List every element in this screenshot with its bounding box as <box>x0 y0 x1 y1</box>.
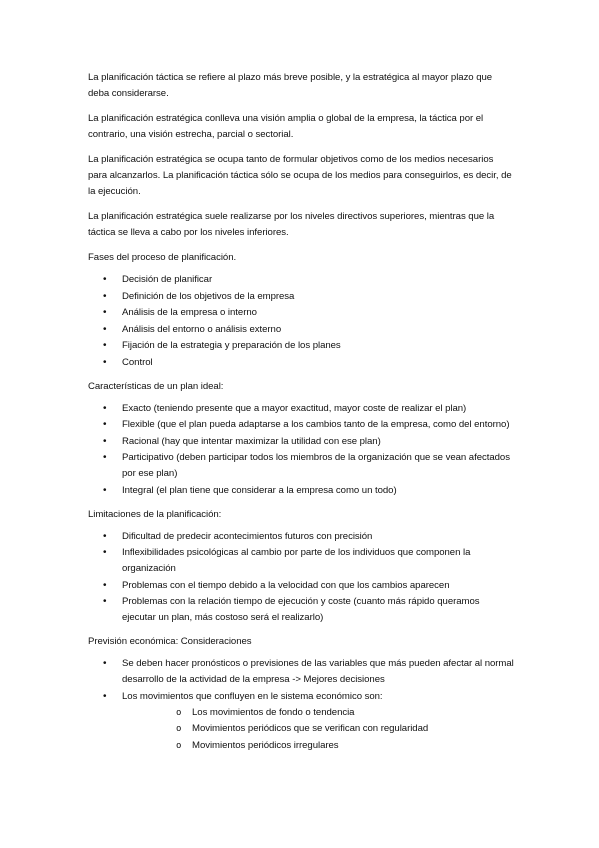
heading-caracteristicas: Características de un plan ideal: <box>88 380 224 392</box>
bullet-icon: • <box>103 547 107 558</box>
list-item: • Problemas con el tiempo debido a la velocidad con que los cambios aparecen <box>88 578 514 594</box>
sublist-item: o Movimientos periódicos irregulares <box>122 738 514 754</box>
list-item: • Inflexibilidades psicológicas al cambio por parte de los individuos que componen la organización <box>103 547 471 574</box>
bullet-icon: • <box>103 340 107 351</box>
bullet-icon: • <box>103 579 107 591</box>
list-item: • Análisis del entorno o análisis externo <box>88 322 514 338</box>
list-item: • Definición de los objetivos de la empresa <box>88 289 514 305</box>
list-item: • Participativo (deben participar todos los miembros de la organización que se vean afectados por ese plan) <box>103 452 510 479</box>
bullet-icon: • <box>103 658 107 669</box>
list-item: • Dificultad de predecir acontecimientos futuros con precisión <box>88 529 514 545</box>
list-item: • Análisis de la empresa o interno <box>88 305 514 321</box>
list-caracteristicas <box>88 401 514 499</box>
circle-bullet-icon: o <box>176 740 182 751</box>
sublist-movimientos <box>122 705 514 754</box>
sublist-item: o Movimientos periódicos que se verifican con regularidad <box>122 721 514 737</box>
paragraph-tactica-plazo: La planificación táctica se refiere al plazo más breve posible, y la estratégica al mayor plazo que deba considerarse. <box>88 72 493 99</box>
bullet-icon: • <box>103 290 107 302</box>
list-item: • Fijación de la estrategia y preparación de los planes <box>88 338 514 354</box>
list-fases <box>88 272 514 371</box>
bullet-icon: • <box>103 530 107 542</box>
bullet-icon: • <box>103 484 107 496</box>
list-item: • Exacto (teniendo presente que a mayor exactitud, mayor coste de realizar el plan) <box>88 401 514 417</box>
bullet-icon: • <box>103 402 107 414</box>
list-item: • Control <box>88 355 514 371</box>
list-item: • Se deben hacer pronósticos o previsiones de las variables que más pueden afectar al normal desarrollo de la actividad de la empresa -> Mejores decisiones <box>103 658 514 685</box>
list-item: • Racional (hay que intentar maximizar la utilidad con ese plan) <box>88 434 514 450</box>
document-page <box>88 70 514 762</box>
paragraph-vision: La planificación estratégica conlleva una visión amplia o global de la empresa, la táctica por el contrario, una visión estrecha, parcial o sectorial. <box>88 113 484 140</box>
bullet-icon: • <box>103 435 107 447</box>
list-item: • Decisión de planificar <box>88 272 514 288</box>
paragraph-objetivos-medios: La planificación estratégica se ocupa tanto de formular objetivos como de los medios necesarios para alcanzarlos. La planificación táctica sólo se ocupa de los medios para conseguirlos, es decir, de la ejecución. <box>88 154 512 197</box>
bullet-icon: • <box>103 274 107 285</box>
paragraph-niveles: La planificación estratégica suele realizarse por los niveles directivos superiores, mientras que la táctica se lleva a cabo por los niveles inferiores. <box>88 211 495 238</box>
list-item: • Problemas con la relación tiempo de ejecución y coste (cuanto más rápido queramos ejecutar un plan, más costoso será el realizarlo) <box>103 596 480 623</box>
bullet-icon: • <box>103 323 107 335</box>
sublist-item: o Los movimientos de fondo o tendencia <box>122 705 514 721</box>
bullet-icon: • <box>103 419 107 430</box>
bullet-icon: • <box>103 452 107 463</box>
heading-fases: Fases del proceso de planificación. <box>88 252 237 263</box>
list-item: • Los movimientos que confluyen en le sistema económico son: o Los movimientos de fondo o tendencia o Movimientos periódicos que se verifican con regularidad o Movimientos periódicos irregulares <box>88 689 514 754</box>
circle-bullet-icon: o <box>176 707 182 718</box>
list-item: • Flexible (que el plan pueda adaptarse a los cambios tanto de la empresa, como del entorno) <box>88 417 514 433</box>
circle-bullet-icon: o <box>176 724 182 734</box>
heading-prevision: Previsión económica: Consideraciones <box>88 636 252 647</box>
list-item: • Integral (el plan tiene que considerar a la empresa como un todo) <box>88 483 514 499</box>
bullet-icon: • <box>103 690 107 702</box>
bullet-icon: • <box>103 307 107 318</box>
bullet-icon: • <box>103 596 107 607</box>
bullet-icon: • <box>103 356 107 368</box>
heading-limitaciones: Limitaciones de la planificación: <box>88 508 222 520</box>
list-limitaciones <box>88 529 514 627</box>
list-prevision <box>88 656 514 754</box>
